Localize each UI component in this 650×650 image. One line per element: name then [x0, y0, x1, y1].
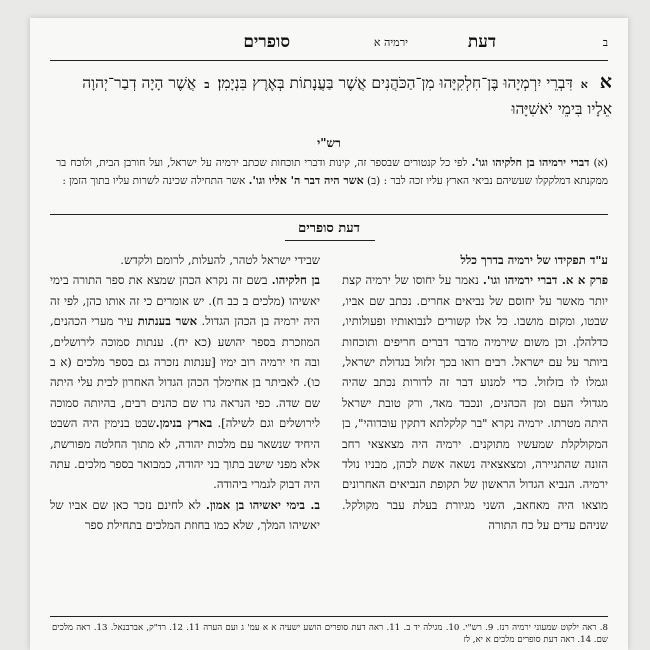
commentary-paragraph	[342, 250, 608, 270]
commentary-column-right	[342, 250, 608, 536]
rashi-commentary	[56, 154, 608, 190]
rashi-2-text: אשר התחילה שכינה לשרות עליו בתוך הזמן :	[62, 175, 246, 187]
page-number: ב	[602, 36, 608, 49]
commentary-paragraph	[50, 270, 320, 494]
commentary-paragraph	[342, 270, 608, 535]
commentary-lemma: ע"ד תפקידו של ירמיה בדרך כלל	[460, 253, 608, 267]
rashi-1-text: לפי כל קנטורים שבספר זה, קינות ודברי תוכחות שכתב ירמיה על ישראל, ועל חורבן הבית, ולוכח בר ממקנתא דמלקקלו שעשיהם נביאי הארץ עליו זכה לבר :	[56, 157, 608, 187]
commentary-text: עיר מערי הכהנים, המוזכרת בספר יהושע (כא יח). ענתות סמוכה לירושלים, ובה חי ירמיה רוב ימיו [ענתות נזכרה גם בספר מלכים (א ב כו). לאביתר בן אחימלך הכהן הגדול האחרון לבית עלי היתה שם שדה. כפי הנראה גרו שם כהנים רבים, בהיותה סמוכה לירושלים וגם לשילה].	[50, 314, 321, 431]
header-title-left: סופרים	[243, 32, 290, 52]
commentary-paragraph	[50, 250, 320, 270]
rashi-heading: רש"י	[317, 136, 341, 150]
footnotes: 8. ראה ילקוט שמעוני ירמיה רנז. 9. רש"י. 10. מגילה יד ב. 11. ראה דעת סופרים הושע ישעיה א א עמ' ג ועם הערה 11. 12. רד"ק, אברבנאל. 13. ראה מלכים שם. 14. ראה דעת סופרים מלכים א יא, לז	[52, 623, 608, 645]
verse-2-marker: ב	[204, 78, 210, 91]
daat-sofrim-heading: דעת סופרים	[298, 221, 360, 236]
verse-1-marker: א	[580, 78, 588, 91]
commentary-column-left	[50, 250, 320, 536]
commentary-text: נאמר על יחוסו של ירמיה קצת יותר מאשר על יחוסם של נביאים אחרים. נכתב שם אביו, שבטו, ומקום מושבו. כל אלו קשורים לנבואותיו ופעולותיו, כדלהלן. וכן משום שירמיה מדבר דברים חריפים ותוכחות ביותר על עם ישראל. רבים רואו בכך זלזול בגדולת ישראל, וגמלו לו בזלזול. כדי למנוע דבר זה לדורות נכתב שהיה מגדולי העם ומן הכהנים, ונכבד מאד, ורק טובת ישראל היתה מטרתו. ירמיה נקרא "בר קלקלתא דתקין עובדוהי", בן המקולקלת שמעשיו מתוקנים. ירמיה היה מצאצאי רחב הזונה שהתגיירה, ומצאצאיה נשאה אשת לכהן, מבניו נולד ירמיה. הנביא הגדול הראשון של תקופת הנביאים האחרונים מוצאו היה מאחאב, השני מגיורת בעלת עבר מקולקל. שניהם עדים על כח התורה	[342, 273, 608, 533]
section-divider	[50, 214, 608, 215]
chapter-letter: א	[599, 71, 612, 93]
verse-1-text: דִּבְרֵי יִרְמְיָהוּ בֶּן־חִלְקִיָּהוּ מִן־הַכֹּהֲנִים אֲשֶׁר בַּעֲנָתוֹת בְּאֶרֶץ בִּנְיָמִן׃	[217, 74, 573, 92]
commentary-text: שבט בנימין היה השבט היחיד שנשאר עם מלכות יהודה, לא מתוך החלטה מפורשת, אלא מפני שישב בתוך בני יהודה, כמבואר בספר מלכים. עתה היה דבוק לגמרי ביהודה.	[50, 416, 320, 492]
commentary-text: לא לחינם נזכר כאן שם אביו של יאשיהו המלך, שלא כמו בחוזת המלכים בתחילת ספר	[50, 497, 320, 533]
rashi-1-lemma: דברי ירמיהו בן חלקיהו וגו'.	[471, 156, 590, 169]
commentary-lemma: בן חלקיהו.	[271, 273, 320, 288]
rashi-1-marker: (א)	[593, 157, 608, 169]
verse-2-text: אֲשֶׁר הָיָה דְבַר־יְהוָה אֵלָיו בִּימֵי יֹאשִׁיָּהוּ	[82, 74, 612, 118]
footnote-divider	[50, 616, 608, 617]
heading-underline	[285, 240, 375, 241]
header-book-chapter: ירמיה א	[373, 36, 408, 49]
commentary-paragraph	[50, 495, 320, 536]
commentary-lemma: ב. בימי יאשיהו בן אמון.	[205, 497, 321, 512]
commentary-lemma: בארץ בנימן.	[155, 416, 213, 431]
scripture-text	[54, 70, 612, 121]
header-divider	[50, 60, 608, 61]
running-header	[50, 32, 608, 58]
commentary-text: שבידי ישראל לטהר, להעלות, לרומם ולקדש.	[120, 253, 320, 267]
commentary-text: בשם זה נקרא הכהן שמצא את ספר התורה בימי יאשיהו (מלכים ב כב ח). יש אומרים כי זה אותו כהן, לפי זה היה ירמיה בן הכהן הגדול.	[50, 273, 320, 329]
header-title-right: דעת	[467, 32, 496, 52]
commentary-lemma: פרק א א. דברי ירמיהו וגו'.	[482, 273, 609, 288]
rashi-2-lemma: אשר היה דבר ה' אליו וגו'.	[248, 174, 364, 187]
commentary-lemma: אשר בענתות	[137, 314, 198, 329]
book-page	[30, 18, 628, 650]
rashi-2-marker: (ב)	[367, 175, 381, 187]
